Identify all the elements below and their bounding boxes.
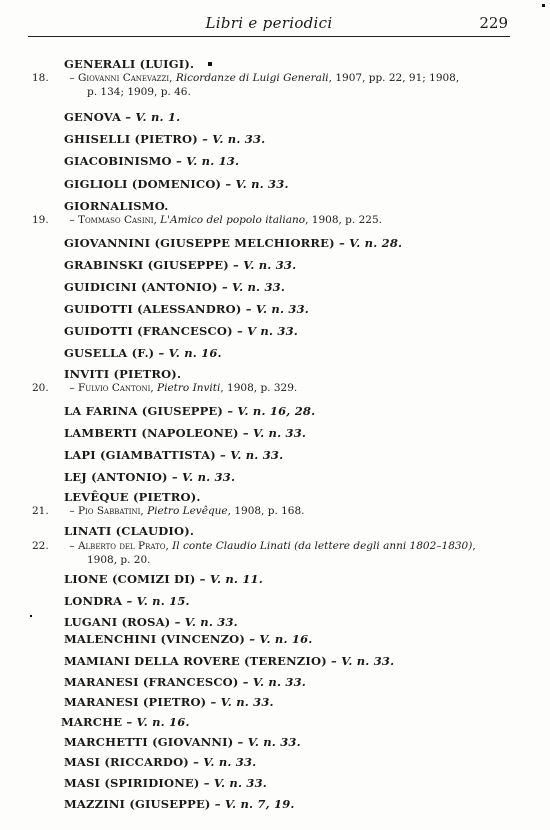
cross-reference: – V. n. 33. (238, 675, 306, 689)
index-heading (64, 675, 306, 689)
entry-work-title: Pietro Levêque (147, 505, 228, 517)
entry-separator: – (66, 382, 78, 394)
index-heading (64, 404, 315, 418)
entry-number: 18. (32, 72, 49, 84)
index-heading (64, 654, 394, 668)
entry-author: Fulvio Cantoni (77, 382, 151, 394)
entry-details: , 1908, p. 329. (220, 382, 298, 394)
index-heading (64, 324, 298, 338)
entry-separator: – (66, 214, 78, 226)
heading-text: LAPI (GIAMBATTISTA) (64, 448, 216, 462)
cross-reference: – V. n. 33. (221, 177, 289, 191)
entry-separator: – (66, 72, 78, 84)
heading-text: MARANESI (PIETRO) (64, 695, 207, 709)
entry-details: , (472, 540, 476, 552)
cross-reference: – V. n. 33. (217, 280, 286, 294)
index-heading (64, 695, 274, 709)
bibliography-entry: 21. – Pio Sabbatini, Pietro Levêque, 1908, p. 168. (32, 505, 305, 517)
index-heading (64, 490, 201, 504)
heading-text: MALENCHINI (VINCENZO) (64, 632, 246, 646)
heading-text: INVITI (PIETRO). (64, 367, 182, 381)
index-heading (64, 797, 295, 811)
index-heading (64, 632, 313, 646)
bibliography-entry: 18. – Giovanni Canevazzi, Ricordanze di Luigi Generali, 1907, pp. 22, 91; 1908, p. 134; 1909, p. 46. (32, 71, 512, 99)
index-heading (64, 448, 283, 462)
index-heading (64, 236, 402, 250)
index-heading (64, 57, 194, 71)
index-heading (64, 302, 309, 316)
index-heading (64, 470, 235, 484)
cross-reference: – V. n. 16. (122, 715, 190, 729)
ink-mark (208, 62, 212, 66)
cross-reference: – V. n. 1. (121, 110, 181, 124)
index-heading (64, 199, 168, 213)
entry-details: , 1908, p. 168. (227, 505, 305, 517)
index-heading (64, 132, 265, 146)
index-heading (61, 715, 190, 729)
heading-text: GIACOBINISMO (64, 154, 172, 168)
index-heading (64, 426, 306, 440)
cross-reference: – V. n. 33. (206, 695, 274, 709)
index-heading (64, 177, 289, 191)
heading-text: GUSELLA (F.) (64, 346, 155, 360)
heading-text: GUIDICINI (ANTONIO) (64, 280, 218, 294)
heading-text: MAZZINI (GIUSEPPE) (64, 797, 211, 811)
entry-separator: – (66, 540, 78, 552)
heading-text: LAMBERTI (NAPOLEONE) (64, 426, 239, 440)
bibliography-entry: 19. – Tommaso Casini, L'Amico del popolo italiano, 1908, p. 225. (32, 214, 382, 226)
heading-text: LUGANI (ROSA) (64, 615, 171, 629)
heading-text: LA FARINA (GIUSEPPE) (64, 404, 224, 418)
entry-separator: – (66, 505, 78, 517)
cross-reference: – V n. 33. (232, 324, 299, 338)
heading-text: MASI (SPIRIDIONE) (64, 776, 200, 790)
bibliography-entry: 22. – Alberto del Prato, Il conte Claudio Linati (da lettere degli anni 1802–1830), 1908, p. 20. (32, 539, 512, 567)
heading-text: GRABINSKI (GIUSEPPE) (64, 258, 229, 272)
index-heading (64, 367, 181, 381)
entry-work-title: Ricordanze di Luigi Generali (175, 72, 329, 84)
cross-reference: – V. n. 11. (195, 572, 263, 586)
index-heading (64, 776, 267, 790)
entry-work-title: L'Amico del popolo italiano (160, 214, 306, 226)
cross-reference: – V. n. 33. (233, 735, 301, 749)
index-heading (64, 110, 180, 124)
running-title: Libri e periodici (205, 14, 333, 32)
cross-reference: – V. n. 33. (199, 776, 267, 790)
heading-text: LEJ (ANTONIO) (64, 470, 168, 484)
entry-details: , 1908, p. 225. (305, 214, 382, 226)
heading-text: MARANESI (FRANCESCO) (64, 675, 239, 689)
heading-text: MAMIANI DELLA ROVERE (TERENZIO) (64, 654, 327, 668)
cross-reference: – V. n. 33. (167, 470, 236, 484)
cross-reference: – V. n. 33. (241, 302, 309, 316)
page-number: 229 (479, 14, 508, 32)
index-heading (64, 572, 263, 586)
cross-reference: – V. n. 15. (122, 594, 190, 608)
running-header (28, 10, 510, 37)
cross-reference: – V. n. 16. (245, 632, 313, 646)
index-heading (64, 154, 239, 168)
heading-text: MASI (RICCARDO) (64, 755, 189, 769)
heading-text: LEVÊQUE (PIETRO). (64, 490, 201, 504)
entry-details: , 1907, pp. 22, 91; 1908, (328, 72, 460, 84)
index-heading (64, 615, 238, 629)
index-heading (64, 755, 256, 769)
cross-reference: – V. n. 33. (228, 258, 297, 272)
cross-reference: – V. n. 33. (215, 448, 284, 462)
entry-author: Alberto del Prato (77, 540, 166, 552)
heading-text: GIGLIOLI (DOMENICO) (64, 177, 222, 191)
cross-reference: – V. n. 33. (170, 615, 238, 629)
heading-text: GENERALI (LUIGI). (64, 57, 195, 71)
cross-reference: – V. n. 33. (188, 755, 257, 769)
cross-reference: – V. n. 33. (197, 132, 266, 146)
cross-reference: – V. n. 16, 28. (223, 404, 316, 418)
heading-text: LONDRA (64, 594, 123, 608)
index-heading (64, 258, 296, 272)
entry-author: Tommaso Casini (77, 214, 154, 226)
heading-text: LIONE (COMIZI DI) (64, 572, 196, 586)
entry-work-title: Il conte Claudio Linati (da lettere degli anni 1802–1830) (172, 540, 473, 552)
ink-mark (30, 615, 32, 617)
entry-author: Giovanni Canevazzi (77, 72, 170, 84)
entry-continuation: 1908, p. 20. (87, 554, 151, 566)
heading-text: GIOVANNINI (GIUSEPPE MELCHIORRE) (64, 236, 335, 250)
index-heading (64, 346, 222, 360)
entry-author: Pio Sabbatini (77, 505, 141, 517)
entry-work-title: Pietro Inviti (157, 382, 221, 394)
entry-number: 20. (32, 382, 49, 394)
cross-reference: – V. n. 28. (334, 236, 403, 250)
index-heading (64, 594, 190, 608)
entry-continuation: p. 134; 1909, p. 46. (87, 86, 191, 98)
index-heading (64, 280, 285, 294)
heading-text: GUIDOTTI (ALESSANDRO) (64, 302, 242, 316)
heading-text: MARCHE (61, 715, 123, 729)
cross-reference: – V. n. 16. (154, 346, 222, 360)
heading-text: MARCHETTI (GIOVANNI) (64, 735, 234, 749)
ink-mark (542, 4, 545, 7)
cross-reference: – V. n. 33. (238, 426, 307, 440)
heading-text: GIORNALISMO. (64, 199, 169, 213)
bibliography-entry: 20. – Fulvio Cantoni, Pietro Inviti, 1908, p. 329. (32, 382, 298, 394)
heading-text: GUIDOTTI (FRANCESCO) (64, 324, 233, 338)
cross-reference: – V. n. 13. (171, 154, 240, 168)
heading-text: LINATI (CLAUDIO). (64, 524, 195, 538)
entry-number: 21. (32, 505, 49, 517)
heading-text: GHISELLI (PIETRO) (64, 132, 198, 146)
entry-number: 19. (32, 214, 49, 226)
heading-text: GENOVA (64, 110, 122, 124)
cross-reference: – V. n. 33. (326, 654, 395, 668)
index-heading (64, 524, 194, 538)
entry-number: 22. (32, 540, 49, 552)
cross-reference: – V. n. 7, 19. (210, 797, 295, 811)
index-heading (64, 735, 301, 749)
